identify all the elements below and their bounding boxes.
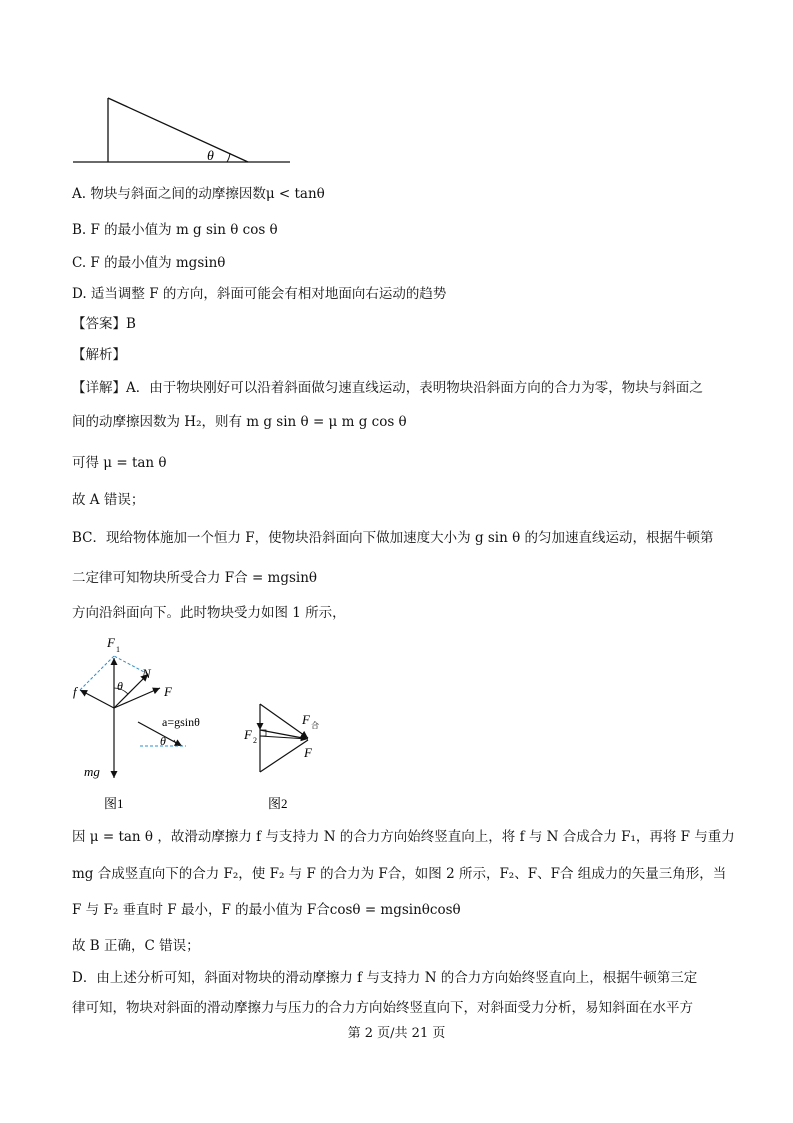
answer: 【答案】B (72, 316, 136, 332)
label-a: a=gsinθ (162, 715, 200, 729)
detail-line-12: D．由上述分析可知，斜面对物块的滑动摩擦力 f 与支持力 N 的合力方向始终竖直向上，根据牛顿第三定 (72, 970, 698, 986)
incline-figure (70, 92, 295, 167)
detail-line-6: 二定律可知物块所受合力 F合 = mgsinθ (72, 570, 318, 586)
label-N: N (142, 666, 151, 681)
label-F2: F (244, 727, 252, 742)
detail-line-9: mg 合成竖直向下的合力 F₂，使 F₂ 与 F 的合力为 F合，如图 2 所示，F₂、F、F合 组成力的矢量三角形，当 (72, 866, 727, 882)
detail-line-13: 律可知，物块对斜面的滑动摩擦力与压力的合力方向始终竖直向下，对斜面受力分析，易知斜面在水平方 (72, 1000, 693, 1016)
detail-line-1: 【详解】A．由于物块刚好可以沿着斜面做匀速直线运动，表明物块沿斜面方向的合力为零，物块与斜面之 (72, 380, 703, 396)
option-a: A. 物块与斜面之间的动摩擦因数μ < tanθ (72, 186, 325, 202)
label-mg: mg (84, 764, 100, 779)
detail-line-10: F 与 F₂ 垂直时 F 最小，F 的最小值为 F合cosθ = mgsinθcosθ (72, 902, 461, 918)
option-b: B. F 的最小值为 m g sin θ cos θ (72, 222, 278, 238)
angle-label: θ (207, 149, 214, 164)
label-F1-sub: 1 (116, 645, 120, 654)
detail-line-8: 因 μ = tan θ ，故滑动摩擦力 f 与支持力 N 的合力方向始终竖直向上，将 f 与 N 合成合力 F₁，再将 F 与重力 (72, 829, 735, 845)
label-theta: θ (117, 679, 123, 693)
caption-fig1: 图1 (104, 796, 124, 811)
caption-fig2: 图2 (268, 796, 288, 811)
detail-line-7: 方向沿斜面向下。此时物块受力如图 1 所示， (72, 605, 346, 621)
label-Fhe: F (302, 712, 310, 727)
detail-line-4: 故 A 错误； (72, 492, 145, 508)
label-f: f (73, 684, 77, 699)
detail-line-5: BC．现给物体施加一个恒力 F，使物块沿斜面向下做加速度大小为 g sin θ 的匀加速直线运动，根据牛顿第 (72, 530, 714, 546)
label-F-fig2: F (304, 745, 312, 760)
analysis-heading: 【解析】 (72, 347, 126, 363)
page-footer: 第 2 页/共 21 页 (347, 1026, 446, 1041)
label-F: F (164, 684, 172, 699)
detail-line-11: 故 B 正确，C 错误； (72, 938, 200, 954)
option-d: D. 适当调整 F 的方向，斜面可能会有相对地面向右运动的趋势 (72, 286, 447, 302)
option-c: C. F 的最小值为 mgsinθ (72, 255, 226, 271)
detail-line-3: 可得 μ = tan θ (72, 455, 167, 471)
force-diagram-1 (70, 628, 250, 818)
label-theta2: θ (160, 734, 166, 748)
force-diagram-2 (238, 694, 348, 818)
detail-line-2: 间的动摩擦因数为 H₂，则有 m g sin θ = μ m g cos θ (72, 414, 407, 430)
label-Fhe-sub: 合 (311, 721, 319, 730)
label-F2-sub: 2 (253, 736, 257, 745)
label-F1: F (107, 635, 115, 650)
